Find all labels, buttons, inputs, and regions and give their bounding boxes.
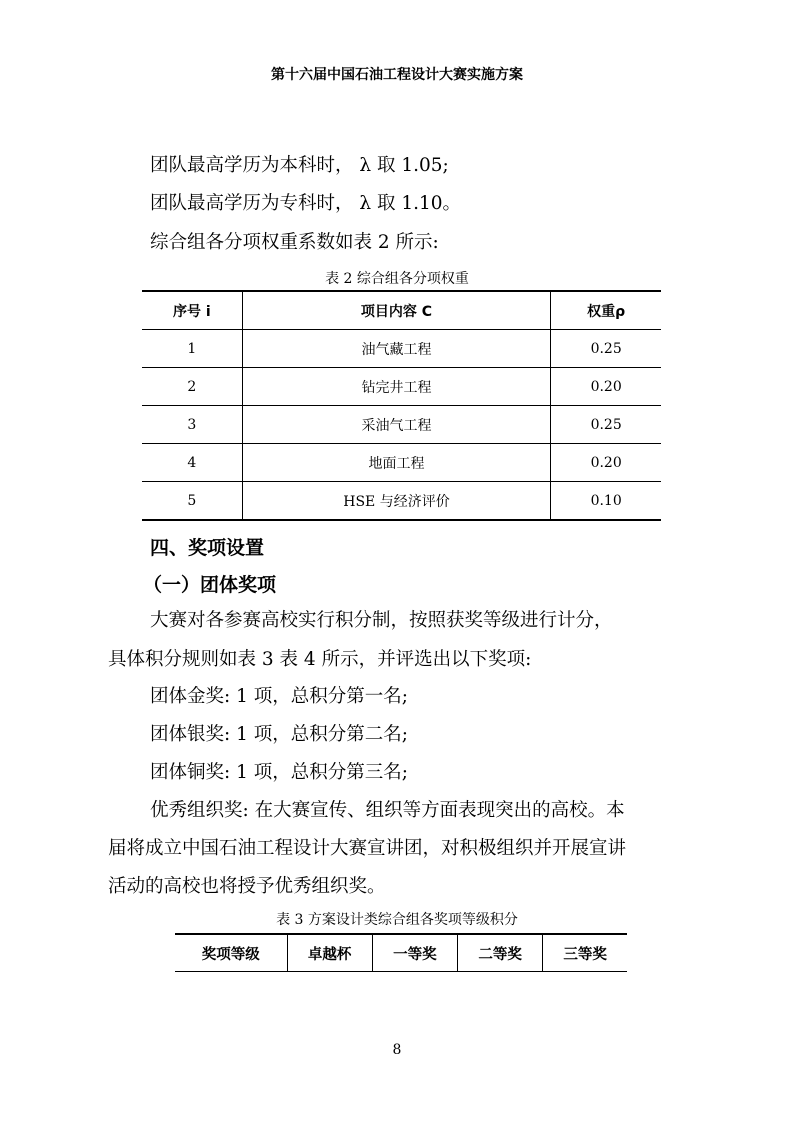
- cell-index: 1: [142, 330, 242, 368]
- cell-item: 采油气工程: [242, 406, 551, 444]
- cell-index: 5: [142, 482, 242, 521]
- cell-item: HSE 与经济评价: [242, 482, 551, 521]
- paragraph-bachelor: 团队最高学历为本科时， λ 取 1.05;: [150, 155, 449, 176]
- org-award-line-3: 活动的高校也将授予优秀组织奖。: [108, 876, 386, 897]
- subsection-heading: （一）团体奖项: [143, 574, 277, 596]
- award-points-table: [175, 933, 627, 972]
- col-header-award-level: 奖项等级: [175, 934, 287, 972]
- col-header-index: 序号 i: [142, 291, 242, 330]
- col-header-weight: 权重ρ: [587, 303, 626, 320]
- col-header-excellence-cup: 卓越杯: [287, 934, 372, 972]
- table3-caption: 表 3 方案设计类综合组各奖项等级积分: [276, 912, 518, 928]
- page-number: 8: [392, 1042, 402, 1058]
- cell-weight: 0.20: [590, 378, 622, 395]
- weight-table: [142, 290, 661, 521]
- section-heading: 四、奖项设置: [150, 537, 265, 559]
- table-header-row: [142, 291, 661, 330]
- paragraph-associate: 团队最高学历为专科时， λ 取 1.10。: [150, 193, 462, 214]
- table-header-row: [175, 934, 627, 972]
- cell-weight: 0.10: [590, 492, 622, 509]
- paragraph-table-ref: 综合组各分项权重系数如表 2 所示:: [150, 232, 439, 253]
- award-gold: 团体金奖: 1 项，总积分第一名;: [150, 686, 408, 707]
- table-row: [142, 482, 661, 521]
- org-award-line-2: 届将成立中国石油工程设计大赛宣讲团，对积极组织并开展宣讲: [108, 838, 627, 859]
- cell-weight: 0.25: [590, 340, 622, 357]
- cell-item: 油气藏工程: [242, 330, 551, 368]
- cell-weight: 0.20: [590, 454, 622, 471]
- table-row: [142, 406, 661, 444]
- col-header-first-prize: 一等奖: [372, 934, 457, 972]
- cell-index: 3: [142, 406, 242, 444]
- cell-item: 地面工程: [242, 444, 551, 482]
- page-header: 第十六届中国石油工程设计大赛实施方案: [271, 67, 523, 83]
- award-silver: 团体银奖: 1 项，总积分第二名;: [150, 724, 408, 745]
- cell-item: 钻完井工程: [242, 368, 551, 406]
- org-award-line-1: 优秀组织奖: 在大赛宣传、组织等方面表现突出的高校。本: [150, 800, 625, 821]
- cell-index: 4: [142, 444, 242, 482]
- intro-line-2: 具体积分规则如表 3 表 4 所示，并评选出以下奖项:: [108, 649, 532, 670]
- intro-line-1: 大赛对各参赛高校实行积分制，按照获奖等级进行计分，: [150, 610, 613, 631]
- col-header-third-prize: 三等奖: [543, 934, 627, 972]
- award-bronze: 团体铜奖: 1 项，总积分第三名;: [150, 762, 408, 783]
- cell-index: 2: [142, 368, 242, 406]
- cell-weight: 0.25: [590, 416, 622, 433]
- table-row: [142, 444, 661, 482]
- table2-caption: 表 2 综合组各分项权重: [325, 271, 469, 287]
- col-header-item: 项目内容 C: [242, 291, 551, 330]
- col-header-second-prize: 二等奖: [457, 934, 542, 972]
- table-row: [142, 330, 661, 368]
- table-row: [142, 368, 661, 406]
